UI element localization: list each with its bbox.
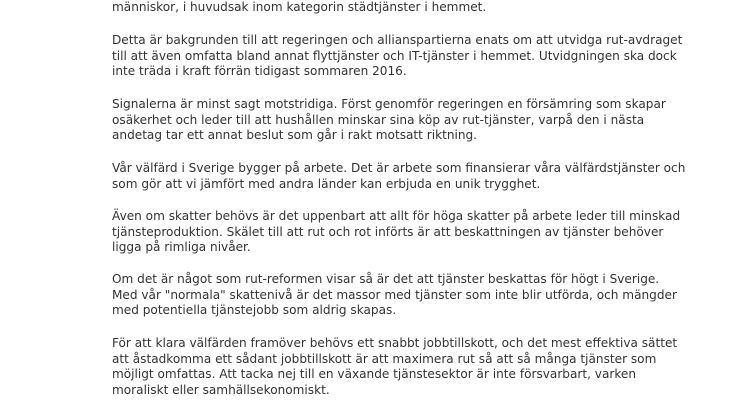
text-line: osäkerhet och leder till att hushållen minskar sina köp av rut-tjänster, varpå den i nästa (112, 112, 645, 127)
text-line: tjänsteproduktion. Skälet till att rut och rot införts är att beskattningen av tjänster behöver (112, 224, 664, 239)
text-line: möjligt omfattas. Att tacka nej till en växande tjänstesektor är inte försvarbart, varken (112, 367, 636, 382)
text-line: Om det är något som rut-reformen visar så är det att tjänster beskattas för högt i Sverige. (112, 272, 660, 286)
paragraph-7 (112, 336, 677, 398)
text-line: Signalerna är minst sagt motstridiga. Först genomför regeringen en försämring som skapar (112, 97, 666, 111)
text-line: andetag tar ett annat beslut som går i rakt motsatt riktning. (112, 128, 478, 143)
text-line: inte träda i kraft förrän tidigast sommaren 2016. (112, 64, 407, 79)
paragraph-4 (112, 161, 685, 192)
text-line: För att klara välfärden framöver behövs ett snabbt jobbtillskott, och det mest effektiva sättet (112, 336, 678, 350)
paragraph-6 (112, 272, 677, 319)
text-line: att åstadkomma ett sådant jobbtillskott är att maximera rut så att så många tjänster som (112, 351, 657, 366)
text-line: Även om skatter behövs är det uppenbart att allt för höga skatter på arbete leder till minskad (112, 209, 681, 223)
text-line: Detta är bakgrunden till att regeringen och allianspartierna enats om att utvidga rut-avdraget (112, 33, 683, 47)
text-line: till att även omfatta bland annat flyttjänster och IT-tjänster i hemmet. Utvidgningen ska dock (112, 48, 677, 63)
text-line: ligga på rimliga nivåer. (112, 240, 251, 255)
text-line: som gör att vi jämfört med andra länder kan erbjuda en unik trygghet. (112, 176, 541, 191)
text-line: människor, i huvudsak inom kategorin städtjänster i hemmet. (112, 0, 487, 14)
paragraph-2 (112, 33, 682, 80)
paragraph-3 (112, 97, 666, 144)
text-line: Med vår "normala" skattenivå är det massor med tjänster som inte blir utförda, och mängder (112, 287, 677, 302)
text-line: Vår välfärd i Sverige bygger på arbete. Det är arbete som finansierar våra välfärdstjänster och (112, 161, 686, 175)
text-line: moraliskt eller samhällsekonomiskt. (112, 382, 330, 397)
text-line: med potentiella tjänstejobb som aldrig skapas. (112, 303, 397, 318)
paragraph-1 (112, 0, 486, 16)
paragraph-5 (112, 209, 680, 256)
